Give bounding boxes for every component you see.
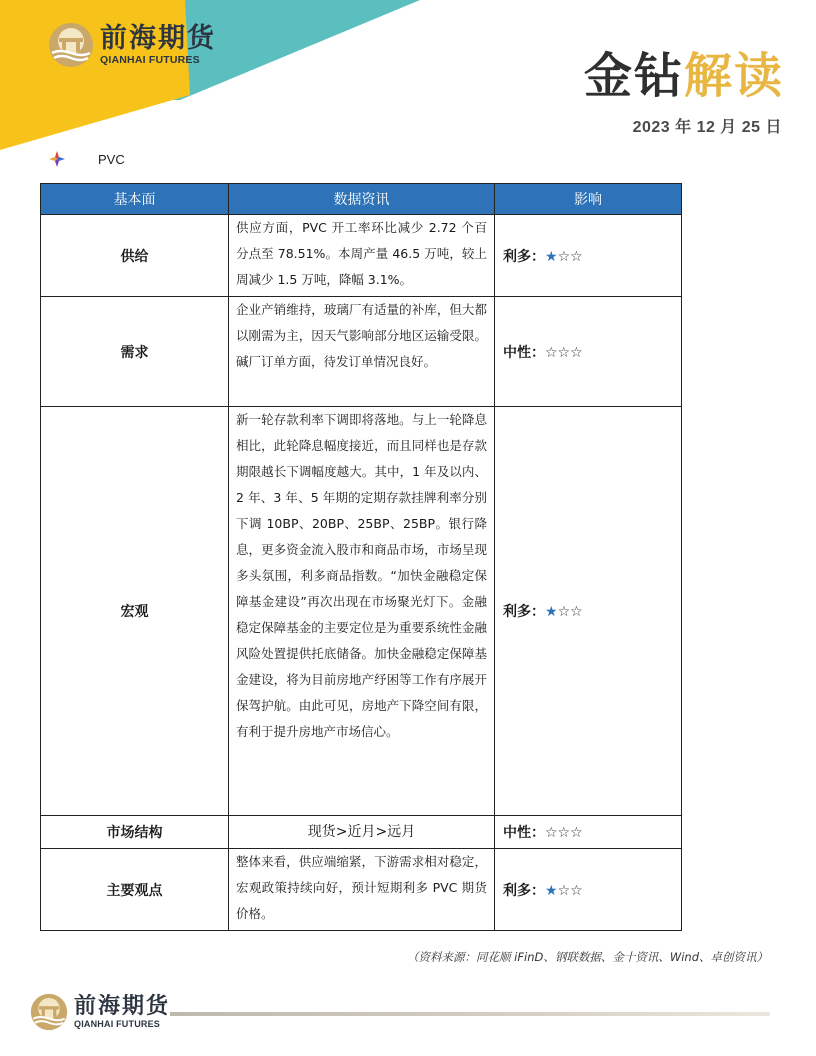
logo-chinese-name: 前海期货 — [100, 23, 216, 54]
row-label: 宏观 — [41, 407, 229, 816]
title-part-2: 解读 — [683, 48, 784, 104]
impact-label: 中性： — [503, 825, 545, 841]
rating-star-filled-icon: ★ — [545, 882, 558, 899]
table-row-market-structure — [41, 816, 682, 849]
rating-star-filled-icon: ★ — [545, 248, 558, 265]
row-info: 整体来看，供应端缩紧，下游需求相对稳定，宏观政策持续向好，预计短期利多 PVC 期货价格。 — [229, 849, 495, 931]
impact-label: 利多： — [503, 882, 545, 899]
report-title — [584, 48, 784, 104]
section-heading — [48, 150, 125, 168]
row-impact — [495, 849, 682, 931]
impact-label: 利多： — [503, 248, 545, 265]
section-label: PVC — [98, 151, 125, 167]
table-row-macro — [41, 407, 682, 816]
logo-emblem-icon — [30, 993, 68, 1031]
logo-english-name: QIANHAI FUTURES — [100, 54, 200, 66]
diamond-sparkle-icon — [48, 150, 66, 168]
header-impact: 影响 — [495, 184, 682, 215]
row-impact — [495, 215, 682, 297]
header-fundamentals: 基本面 — [41, 184, 229, 215]
impact-label: 中性： — [503, 344, 545, 361]
logo-emblem-icon — [48, 22, 94, 68]
report-date: 2023 年 12 月 25 日 — [632, 119, 782, 136]
rating-star-empty-icon: ☆☆ — [557, 248, 583, 265]
rating-star-empty-icon: ☆☆ — [557, 882, 583, 899]
footer-divider — [170, 1012, 770, 1016]
title-part-1: 金钻 — [583, 48, 684, 104]
row-impact — [495, 816, 682, 849]
table-row-demand — [41, 297, 682, 407]
row-info: 企业产销维持，玻璃厂有适量的补库，但大都以刚需为主，因天气影响部分地区运输受限。碱厂订单方面，待发订单情况良好。 — [229, 297, 495, 407]
rating-star-empty-icon: ☆☆☆ — [545, 825, 583, 841]
row-info: 现货>近月>远月 — [229, 816, 495, 849]
fundamentals-table — [40, 183, 682, 931]
row-label: 需求 — [41, 297, 229, 407]
table-header-row — [41, 184, 682, 215]
rating-star-empty-icon: ☆☆ — [557, 604, 583, 620]
row-info: 供应方面，PVC 开工率环比减少 2.72 个百分点至 78.51%。本周产量 46.5 万吨，较上周减少 1.5 万吨，降幅 3.1%。 — [229, 215, 495, 297]
header-data-info: 数据资讯 — [229, 184, 495, 215]
rating-star-empty-icon: ☆☆☆ — [545, 344, 583, 361]
impact-label: 利多： — [503, 604, 545, 620]
row-label: 市场结构 — [41, 816, 229, 849]
footer-logo-english-name: QIANHAI FUTURES — [74, 1019, 160, 1029]
footer-logo — [30, 993, 170, 1031]
footer-logo-chinese-name: 前海期货 — [74, 993, 171, 1019]
company-logo — [48, 22, 216, 68]
data-source-note: （资料来源：同花顺 iFinD、钢联数据、金十资讯、Wind、卓创资讯） — [407, 950, 768, 964]
row-impact — [495, 407, 682, 816]
row-label: 供给 — [41, 215, 229, 297]
table-row-supply — [41, 215, 682, 297]
row-label: 主要观点 — [41, 849, 229, 931]
rating-star-filled-icon: ★ — [545, 604, 558, 620]
row-impact — [495, 297, 682, 407]
table-row-main-view — [41, 849, 682, 931]
row-info: 新一轮存款利率下调即将落地。与上一轮降息相比，此轮降息幅度接近，而且同样也是存款期限越长下调幅度越大。其中，1 年及以内、2 年、3 年、5 年期的定期存款挂牌利率分别下调 10BP、20BP、25BP、25BP。银行降息，更多资金流入股市和商品市场，市场呈现多头氛围，利多商品指数。“加快金融稳定保障基金建设”再次出现在市场聚光灯下。金融稳定保障基金的主要定位是为重要系统性金融风险处置提供托底储备。加快金融稳定保障基金建设，将为目前房地产纾困等工作有序展开保驾护航。由此可见，房地产下降空间有限，有利于提升房地产市场信心。 — [229, 407, 495, 816]
